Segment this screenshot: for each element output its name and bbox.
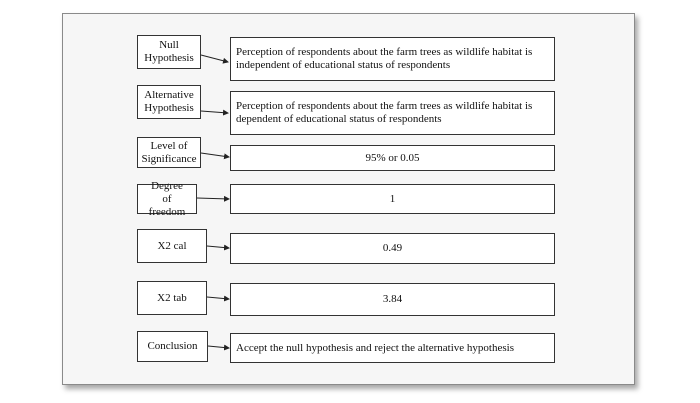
- value-conclusion: Accept the null hypothesis and reject the alternative hypothesis: [230, 333, 555, 363]
- connector-x2-tab: [207, 297, 229, 299]
- connector-alternative-hypothesis: [201, 111, 228, 113]
- value-x2-cal: 0.49: [230, 233, 555, 264]
- label-null-hypothesis: Null Hypothesis: [137, 35, 201, 69]
- connector-conclusion: [208, 346, 229, 348]
- value-alternative-hypothesis: Perception of respondents about the farm trees as wildlife habitat is dependent of educational status of respondents: [230, 91, 555, 135]
- value-degree-of-freedom: 1: [230, 184, 555, 214]
- label-alternative-hypothesis: Alternative Hypothesis: [137, 85, 201, 119]
- value-level-of-significance: 95% or 0.05: [230, 145, 555, 171]
- label-degree-of-freedom: Degree of freedom: [137, 184, 197, 214]
- label-conclusion: Conclusion: [137, 331, 208, 362]
- label-x2-tab: X2 tab: [137, 281, 207, 315]
- label-level-of-significance: Level of Significance: [137, 137, 201, 168]
- connector-level-of-significance: [201, 153, 229, 157]
- connector-x2-cal: [207, 246, 229, 248]
- label-x2-cal: X2 cal: [137, 229, 207, 263]
- value-null-hypothesis: Perception of respondents about the farm trees as wildlife habitat is independent of educational status of respondents: [230, 37, 555, 81]
- connector-degree-of-freedom: [197, 198, 229, 199]
- value-x2-tab: 3.84: [230, 283, 555, 316]
- connector-null-hypothesis: [201, 55, 228, 62]
